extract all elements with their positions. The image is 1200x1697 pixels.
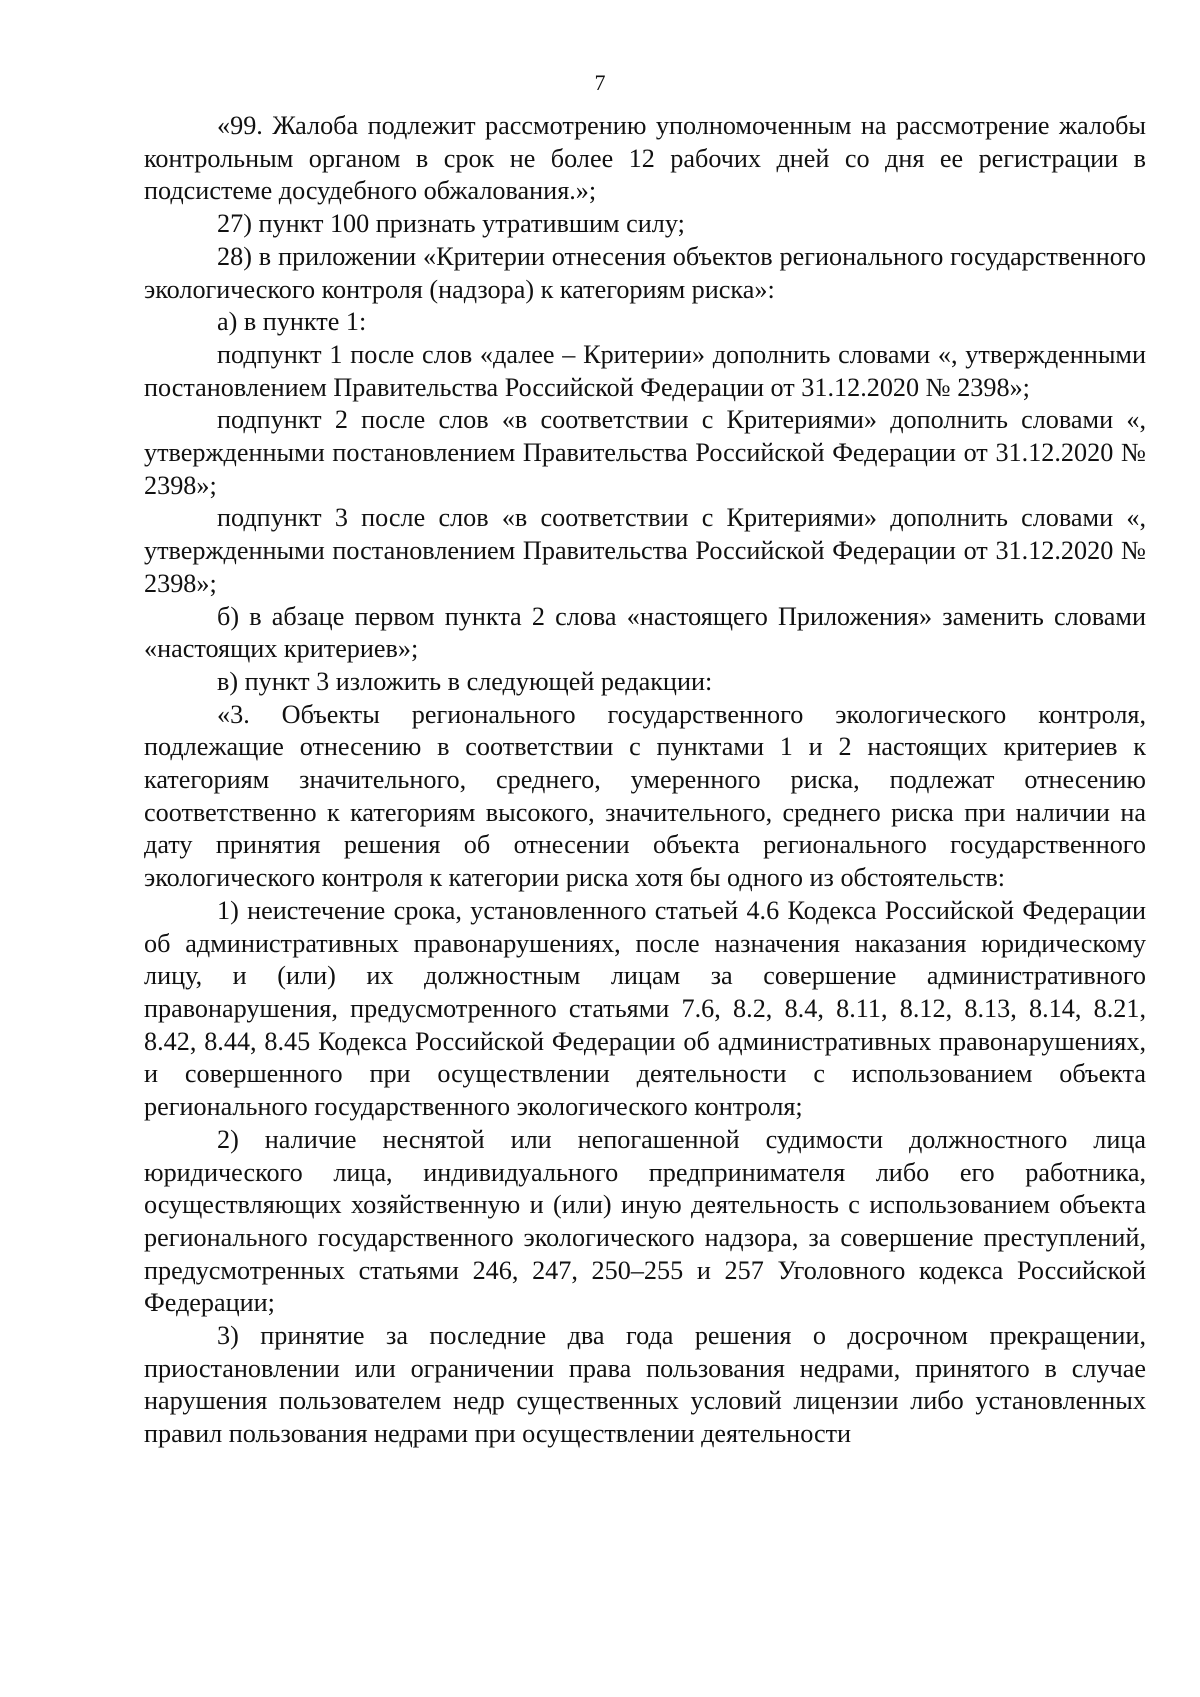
paragraph-subpoint-3: подпункт 3 после слов «в соответствии с Критериями» дополнить словами «, утвержденными постановлением Правительства Российской Федерации от 31.12.2020 № 2398»; — [144, 503, 1146, 598]
paragraph-circumstance-3: 3) принятие за последние два года решения о досрочном прекращении, приостановлении или ограничении права пользования недрами, принятого в случае нарушения пользователем недр существенных условий лицензии либо установленных правил пользования недрами при осуществлении деятельности — [144, 1321, 1146, 1449]
paragraph-circumstance-2: 2) наличие неснятой или непогашенной судимости должностного лица юридического лица, индивидуального предпринимателя либо его работника, осуществляющих хозяйственную и (или) иную деятельность с использованием объекта регионального государственного экологического надзора, за совершение преступлений, предусмотренных статьями 246, 247, 250–255 и 257 Уголовного кодекса Российской Федерации; — [144, 1124, 1146, 1318]
paragraph-item-27: 27) пункт 100 признать утратившим силу; — [217, 209, 685, 239]
paragraph-subitem-v: в) пункт 3 изложить в следующей редакции: — [217, 666, 713, 696]
document-body — [144, 110, 1146, 1451]
paragraph-subpoint-1: подпункт 1 после слов «далее – Критерии» дополнить словами «, утвержденными постановлением Правительства Российской Федерации от 31.12.2020 № 2398»; — [144, 339, 1146, 402]
paragraph-99-complaint-period: «99. Жалоба подлежит рассмотрению уполномоченным на рассмотрение жалобы контрольным органом в срок не более 12 рабочих дней со дня ее регистрации в подсистеме досудебного обжалования.»; — [144, 111, 1146, 206]
paragraph-circumstance-1: 1) неистечение срока, установленного статьей 4.6 Кодекса Российской Федерации об административных правонарушениях, после назначения наказания юридическому лицу, и (или) их должностным лицам за совершение административного правонарушения, предусмотренного статьями 7.6, 8.2, 8.4, 8.11, 8.12, 8.13, 8.14, 8.21, 8.42, 8.44, 8.45 Кодекса Российской Федерации об административных правонарушениях, и совершенного при осуществлении деятельности с использованием объекта регионального государственного экологического контроля; — [144, 895, 1146, 1122]
paragraph-subpoint-2: подпункт 2 после слов «в соответствии с Критериями» дополнить словами «, утвержденными постановлением Правительства Российской Федерации от 31.12.2020 № 2398»; — [144, 405, 1146, 500]
paragraph-point-3: «3. Объекты регионального государственного экологического контроля, подлежащие отнесению в соответствии с пунктами 1 и 2 настоящих критериев к категориям значительного, среднего, умеренного риска, подлежат отнесению соответственно к категориям высокого, значительного, среднего риска при наличии на дату принятия решения об отнесении объекта регионального государственного экологического контроля к категории риска хотя бы одного из обстоятельств: — [144, 699, 1146, 893]
page-number: 7 — [594, 70, 606, 95]
paragraph-subitem-b: б) в абзаце первом пункта 2 слова «настоящего Приложения» заменить словами «настоящих критериев»; — [144, 601, 1146, 664]
paragraph-item-28: 28) в приложении «Критерии отнесения объектов регионального государственного экологического контроля (надзора) к категориям риска»: — [144, 241, 1146, 304]
paragraph-subitem-a: а) в пункте 1: — [217, 307, 367, 337]
